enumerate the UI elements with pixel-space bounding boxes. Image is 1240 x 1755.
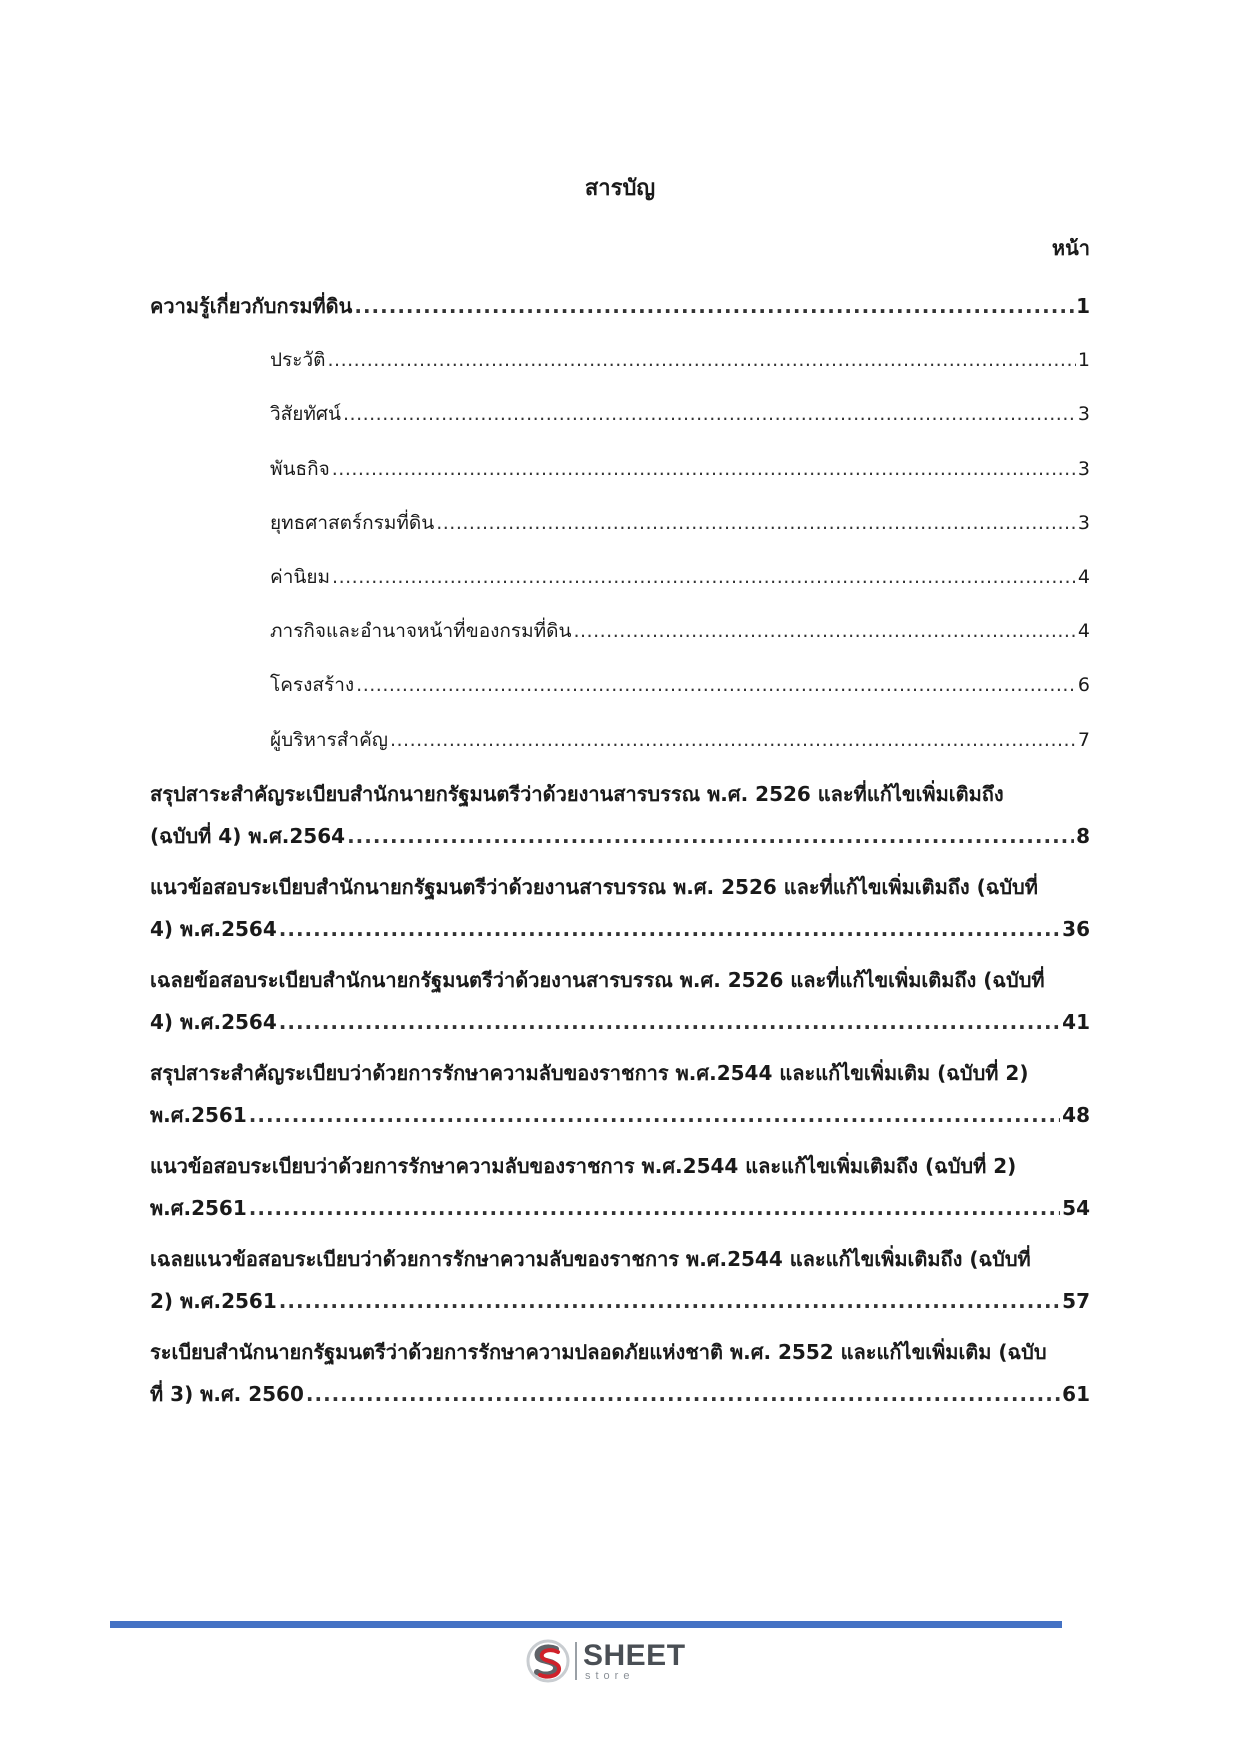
toc-entry-page: 61 <box>1062 1381 1090 1406</box>
toc-entry-page: 6 <box>1077 674 1090 697</box>
toc-entry-title: ความรู้เกี่ยวกับกรมที่ดิน <box>150 294 353 318</box>
toc-entry-title: พันธกิจ <box>270 457 330 480</box>
toc-entry <box>150 780 1090 850</box>
toc-entry-title-cont: 4) พ.ศ.2564 <box>150 916 277 941</box>
toc-entry-page: 57 <box>1062 1288 1090 1313</box>
dot-leader <box>279 1008 1060 1036</box>
toc-entry-title: แนวข้อสอบระเบียบสำนักนายกรัฐมนตรีว่าด้วยงานสารบรรณ พ.ศ. 2526 และที่แก้ไขเพิ่มเติมถึง (ฉบับที่ <box>150 874 1038 899</box>
toc-entry <box>150 509 1090 537</box>
toc-entry <box>150 563 1090 591</box>
toc-entry-title: ระเบียบสำนักนายกรัฐมนตรีว่าด้วยการรักษาความปลอดภัยแห่งชาติ พ.ศ. 2552 และแก้ไขเพิ่มเติม (ฉบับ <box>150 1339 1047 1364</box>
toc-entry <box>150 346 1090 374</box>
dot-leader <box>573 617 1075 645</box>
toc-entry-title-cont: 4) พ.ศ.2564 <box>150 1009 277 1034</box>
toc-title: สารบัญ <box>584 176 656 201</box>
dot-leader <box>279 915 1060 943</box>
toc-entry-title-cont: (ฉบับที่ 4) พ.ศ.2564 <box>150 823 346 848</box>
toc-entry-page: 1 <box>1077 349 1090 372</box>
toc-entry <box>150 1245 1090 1315</box>
dot-leader <box>327 346 1075 374</box>
toc-entry <box>150 455 1090 483</box>
logo-text <box>583 1638 686 1682</box>
dot-leader <box>249 1194 1060 1222</box>
toc-entry <box>150 671 1090 699</box>
toc-entry-title: ผู้บริหารสำคัญ <box>270 728 388 751</box>
dot-leader <box>343 400 1076 428</box>
toc-entry <box>150 1338 1090 1408</box>
dot-leader <box>332 455 1076 483</box>
toc-entry-title-cont: พ.ศ.2561 <box>150 1195 247 1220</box>
toc-entry <box>150 400 1090 428</box>
toc-entry-title: ค่านิยม <box>270 566 331 588</box>
toc-entry-page: 4 <box>1077 566 1090 588</box>
logo-subword: store <box>585 1669 635 1682</box>
toc-entry-page: 48 <box>1062 1102 1090 1127</box>
dot-leader <box>390 726 1076 754</box>
toc-entry-page: 3 <box>1077 457 1090 480</box>
dot-leader <box>356 671 1076 699</box>
toc-entry-title-cont: 2) พ.ศ.2561 <box>150 1288 277 1313</box>
toc-entry-title: ประวัติ <box>270 349 326 372</box>
dot-leader <box>332 563 1076 591</box>
toc-entry-page: 36 <box>1062 916 1090 941</box>
toc-entry-title: โครงสร้าง <box>270 674 355 697</box>
dot-leader <box>347 822 1074 850</box>
toc-entry <box>150 726 1090 754</box>
toc-entry <box>150 1152 1090 1222</box>
toc-entry-page: 3 <box>1077 403 1090 426</box>
toc-entry-title: แนวข้อสอบระเบียบว่าด้วยการรักษาความลับของราชการ พ.ศ.2544 และแก้ไขเพิ่มเติมถึง (ฉบับที่ 2) <box>150 1153 1017 1178</box>
toc-entry-page: 4 <box>1077 620 1090 643</box>
toc-entry-page: 7 <box>1077 728 1090 751</box>
toc-entry-title: เฉลยแนวข้อสอบระเบียบว่าด้วยการรักษาความลับของราชการ พ.ศ.2544 และแก้ไขเพิ่มเติมถึง (ฉบับที่ <box>150 1246 1031 1271</box>
dot-leader <box>354 292 1074 320</box>
toc-entry <box>150 1059 1090 1129</box>
toc-entry-title: สรุปสาระสำคัญระเบียบสำนักนายกรัฐมนตรีว่าด้วยงานสารบรรณ พ.ศ. 2526 และที่แก้ไขเพิ่มเติมถึง <box>150 781 1004 806</box>
dot-leader <box>279 1287 1060 1315</box>
logo-separator <box>575 1642 577 1680</box>
footer-rule <box>110 1621 1062 1628</box>
sheet-store-logo <box>525 1638 686 1684</box>
toc-entry <box>150 292 1090 320</box>
toc-entry-title-cont: พ.ศ.2561 <box>150 1102 247 1127</box>
toc-entry-page: 8 <box>1076 823 1090 848</box>
toc-entry-title: ยุทธศาสตร์กรมที่ดิน <box>270 511 435 534</box>
toc-entry-page: 54 <box>1062 1195 1090 1220</box>
dot-leader <box>306 1380 1060 1408</box>
toc-entry <box>150 617 1090 645</box>
toc-entry-page: 41 <box>1062 1009 1090 1034</box>
dot-leader <box>436 509 1076 537</box>
toc-entry-title: สรุปสาระสำคัญระเบียบว่าด้วยการรักษาความลับของราชการ พ.ศ.2544 และแก้ไขเพิ่มเติม (ฉบับที่ 2) <box>150 1060 1029 1085</box>
toc-entry-title-cont: ที่ 3) พ.ศ. 2560 <box>150 1381 304 1406</box>
toc-entry-title: วิสัยทัศน์ <box>270 403 341 426</box>
toc-entry-page: 1 <box>1076 294 1090 318</box>
toc-entry <box>150 966 1090 1036</box>
toc-entry-title: เฉลยข้อสอบระเบียบสำนักนายกรัฐมนตรีว่าด้วยงานสารบรรณ พ.ศ. 2526 และที่แก้ไขเพิ่มเติมถึง (ฉบับที่ <box>150 967 1045 992</box>
page-column-header: หน้า <box>1051 236 1090 260</box>
dot-leader <box>249 1101 1060 1129</box>
toc-entry <box>150 873 1090 943</box>
logo-word: SHEET <box>583 1638 686 1672</box>
toc-entry-title: ภารกิจและอำนาจหน้าที่ของกรมที่ดิน <box>270 620 572 643</box>
toc-entry-page: 3 <box>1077 511 1090 534</box>
sheet-store-logo-icon <box>525 1638 571 1684</box>
